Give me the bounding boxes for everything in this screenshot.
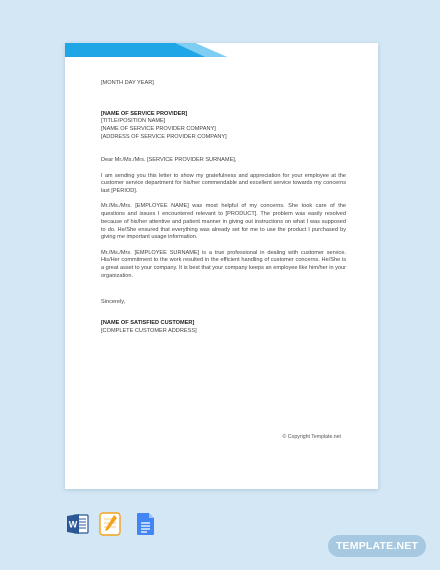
sender-address: [COMPLETE CUSTOMER ADDRESS]: [101, 327, 197, 334]
salutation: Dear Mr./Ms./Mrs. [SERVICE PROVIDER SURNAME],: [101, 157, 237, 164]
paragraph-2: Mr./Ms./Mrs. [EMPLOYEE NAME] was most helpful of my concerns. She took care of the questions and issues I encountered relevant to [PRODUCT]. The problem was easily resolved because of his/her attentive and patient manner in giving out instructions on what I was supposed to do. He/She ensured that everything was already set for me to use the product I purchased by giving me important usage information.: [101, 203, 346, 241]
letter-date: [MONTH DAY YEAR]: [101, 80, 154, 86]
header-accent-band: [65, 43, 378, 57]
recipient-title: [TITLE/POSITION NAME]: [101, 118, 166, 125]
sender-name: [NAME OF SATISFIED CUSTOMER]: [101, 319, 195, 326]
paragraph-3: Mr./Ms./Mrs. [EMPLOYEE SURNAME] is a true professional in dealing with customer service. His/Her commitment to the work resulted in the efficient handling of customer concerns. He/She is a great asset to your company. It is best that your company keeps an employee like him/her in your organization.: [101, 249, 346, 279]
recipient-company: [NAME OF SERVICE PROVIDER COMPANY]: [101, 126, 216, 133]
recipient-name: [NAME OF SERVICE PROVIDER]: [101, 110, 188, 117]
pages-icon[interactable]: [99, 512, 121, 536]
copyright-text: © Copyright Template.net: [282, 434, 341, 440]
paragraph-1: I am sending you this letter to show my gratefulness and appreciation for your employee at the customer service department for his/her commendable and excellent service towards my concerns last [PERIOD].: [101, 172, 346, 194]
recipient-address: [ADDRESS OF SERVICE PROVIDER COMPANY]: [101, 133, 227, 140]
word-icon[interactable]: [66, 512, 90, 536]
template-net-badge[interactable]: TEMPLATE.NET: [328, 535, 426, 557]
google-docs-icon[interactable]: [136, 512, 156, 536]
letter-body: [101, 80, 346, 335]
closing: Sincerely,: [101, 299, 126, 306]
svg-text:W: W: [68, 519, 78, 530]
letter-page: [65, 43, 378, 489]
